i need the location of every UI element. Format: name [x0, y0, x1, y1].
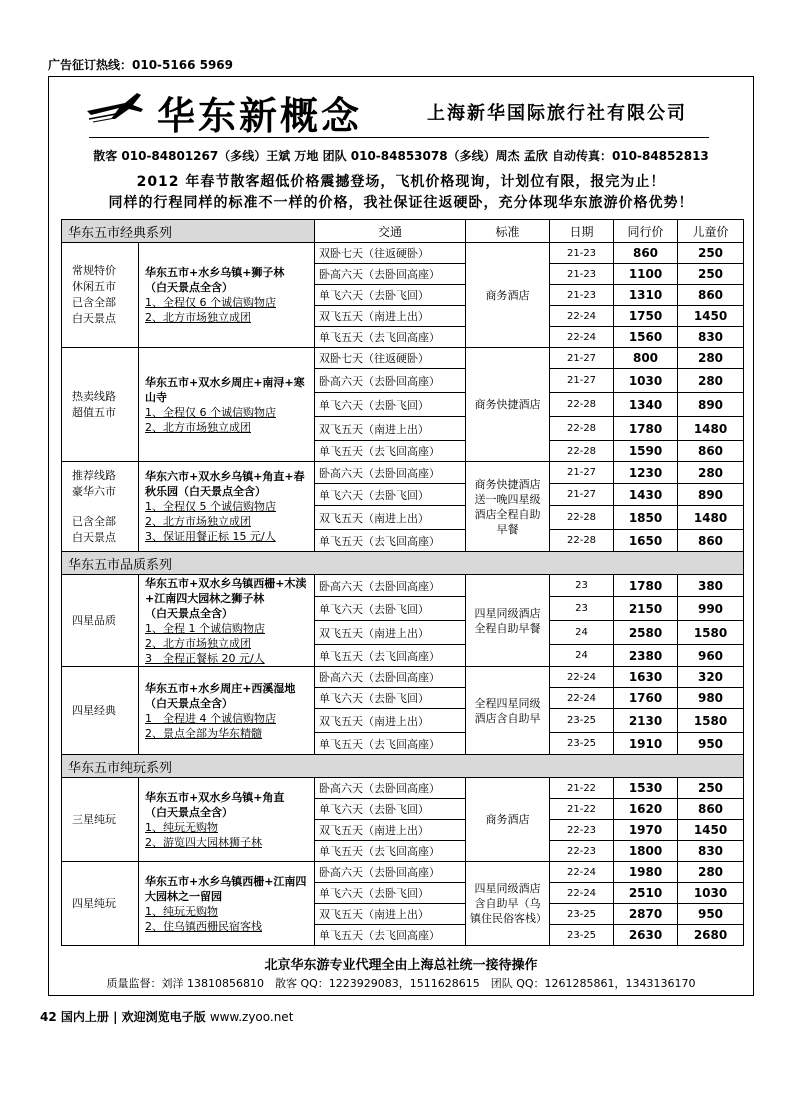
date-cell: 22-24: [550, 667, 614, 688]
category-cell: [62, 667, 139, 755]
transport-cell: 双飞五天（南进上出）: [315, 417, 466, 441]
airplane-logo-icon: [85, 89, 145, 125]
peer-price-cell: 1560: [614, 327, 678, 348]
date-cell: 22-24: [550, 688, 614, 709]
ad-frame: [48, 76, 754, 996]
transport-cell: 卧高六天（去卧回高座）: [315, 264, 466, 285]
brand-title: 华东新概念: [157, 93, 363, 138]
date-cell: 21-27: [550, 348, 614, 369]
date-cell: 21-23: [550, 243, 614, 264]
date-cell: 22-24: [550, 327, 614, 348]
transport-cell: 单飞五天（去飞回高座）: [315, 925, 466, 946]
transport-cell: 双卧七天（往返硬卧）: [315, 243, 466, 264]
category-line: 豪华六市: [72, 484, 116, 498]
standard-cell: 商务酒店: [466, 243, 550, 348]
transport-cell: 双飞五天（南进上出）: [315, 306, 466, 327]
route-title: 华东五市+水乡乌镇+狮子林: [145, 266, 285, 279]
child-price-cell: 1450: [678, 306, 744, 327]
peer-price-cell: 1780: [614, 417, 678, 441]
route-title: 华东六市+双水乡乌镇+角直+春秋乐园（白天景点全含）: [145, 470, 305, 498]
child-price-cell: 250: [678, 778, 744, 799]
child-price-cell: 1580: [678, 621, 744, 645]
child-price-cell: 830: [678, 841, 744, 862]
header: [49, 77, 753, 137]
child-price-cell: 890: [678, 393, 744, 417]
category-line: 休闲五市: [72, 280, 116, 293]
transport-cell: 卧高六天（去卧回高座）: [315, 862, 466, 883]
page-footer: 42 国内上册 | 欢迎浏览电子版 www.zyoo.net: [40, 1010, 294, 1024]
child-price-cell: 960: [678, 645, 744, 667]
route-subtitle: （白天景点全含）: [145, 281, 233, 294]
peer-price-cell: 1650: [614, 530, 678, 552]
child-price-cell: 950: [678, 904, 744, 925]
route-cell: [139, 348, 315, 462]
category-line: 四星纯玩: [72, 896, 116, 910]
child-price-cell: 860: [678, 530, 744, 552]
category-cell: [62, 243, 139, 348]
standard-cell: 四星同级酒店含自助早（乌镇住民俗客栈）: [466, 862, 550, 946]
peer-price-cell: 1970: [614, 820, 678, 841]
peer-price-cell: 1100: [614, 264, 678, 285]
route-cell: [139, 575, 315, 667]
date-cell: 22-28: [550, 393, 614, 417]
route-feature: 1、全程仅 6 个诚信购物店: [145, 296, 276, 309]
col-standard: 标准: [466, 220, 550, 243]
transport-cell: 单飞六天（去卧飞回）: [315, 597, 466, 621]
peer-price-cell: 2150: [614, 597, 678, 621]
date-cell: 21-22: [550, 778, 614, 799]
route-title: 华东五市+水乡乌镇西栅+江南四大园林之一留园: [145, 874, 307, 903]
col-peer-price: 同行价: [614, 220, 678, 243]
date-cell: 22-24: [550, 306, 614, 327]
child-price-cell: 250: [678, 243, 744, 264]
peer-price-cell: 2870: [614, 904, 678, 925]
date-cell: 22-24: [550, 883, 614, 904]
series-header-classic: 华东五市经典系列: [62, 220, 315, 243]
peer-price-cell: 1030: [614, 369, 678, 393]
route-feature: 3、保证用餐正标 15 元/人: [145, 530, 276, 543]
standard-cell: 全程四星同级酒店含自助早: [466, 667, 550, 755]
transport-cell: 双飞五天（南进上出）: [315, 820, 466, 841]
route-feature: 1、纯玩无购物: [145, 820, 218, 834]
transport-cell: 双卧七天（往返硬卧）: [315, 348, 466, 369]
route-cell: [139, 862, 315, 946]
company-name: 上海新华国际旅行社有限公司: [427, 103, 687, 124]
transport-cell: 卧高六天（去卧回高座）: [315, 462, 466, 484]
transport-cell: 单飞六天（去卧飞回）: [315, 285, 466, 306]
transport-cell: 单飞五天（去飞回高座）: [315, 733, 466, 755]
child-price-cell: 890: [678, 484, 744, 506]
child-price-cell: 860: [678, 285, 744, 306]
date-cell: 24: [550, 621, 614, 645]
route-feature: 2、游览四大园林狮子林: [145, 835, 262, 849]
category-line: 热卖线路: [72, 389, 116, 403]
route-feature: 2、北方市场独立成团: [145, 311, 251, 324]
route-cell: [139, 667, 315, 755]
peer-price-cell: 2630: [614, 925, 678, 946]
peer-price-cell: 2380: [614, 645, 678, 667]
transport-cell: 卧高六天（去卧回高座）: [315, 778, 466, 799]
date-cell: 22-23: [550, 841, 614, 862]
series-row: [62, 755, 744, 778]
category-cell: [62, 348, 139, 462]
route-title: 华东五市+双水乡乌镇西栅+木渎+江南四大园林之狮子林: [145, 576, 307, 605]
peer-price-cell: 1310: [614, 285, 678, 306]
peer-price-cell: 2580: [614, 621, 678, 645]
series-title: 华东五市品质系列: [62, 552, 744, 575]
standard-cell: 商务快捷酒店: [466, 348, 550, 462]
series-row: [62, 552, 744, 575]
standard-cell: 四星同级酒店全程自助早餐: [466, 575, 550, 667]
date-cell: 22-28: [550, 506, 614, 530]
transport-cell: 单飞五天（去飞回高座）: [315, 441, 466, 462]
col-child-price: 儿童价: [678, 220, 744, 243]
category-cell: [62, 462, 139, 552]
route-subtitle: （白天景点全含）: [145, 805, 233, 819]
peer-price-cell: 1980: [614, 862, 678, 883]
date-cell: 21-22: [550, 799, 614, 820]
col-transport: 交通: [315, 220, 466, 243]
peer-price-cell: 800: [614, 348, 678, 369]
category-cell: [62, 575, 139, 667]
route-subtitle: （白天景点全含）: [145, 696, 233, 710]
child-price-cell: 380: [678, 575, 744, 597]
child-price-cell: 280: [678, 862, 744, 883]
date-cell: 23-25: [550, 709, 614, 733]
series-title: 华东五市纯玩系列: [62, 755, 744, 778]
route-feature: 2、住乌镇西栅民宿客栈: [145, 919, 262, 933]
transport-cell: 单飞六天（去卧飞回）: [315, 883, 466, 904]
date-cell: 23-25: [550, 925, 614, 946]
category-line: [72, 500, 138, 514]
ad-hotline: 广告征订热线：010-5166 5969: [48, 58, 234, 72]
transport-cell: 双飞五天（南进上出）: [315, 904, 466, 925]
transport-cell: 单飞六天（去卧飞回）: [315, 484, 466, 506]
route-feature: 1、纯玩无购物: [145, 904, 218, 918]
category-line: 四星经典: [72, 703, 116, 717]
transport-cell: 卧高六天（去卧回高座）: [315, 667, 466, 688]
category-cell: [62, 862, 139, 946]
transport-cell: 单飞六天（去卧飞回）: [315, 799, 466, 820]
route-feature: 1、全程仅 5 个诚信购物店: [145, 500, 276, 513]
contact-line: 散客 010-84801267（多线）王斌 万地 团队 010-84853078（多线）周杰 孟欣 自动传真：010-84852813: [93, 149, 709, 163]
transport-cell: 双飞五天（南进上出）: [315, 621, 466, 645]
peer-price-cell: 2130: [614, 709, 678, 733]
tagline: 欢迎浏览电子版: [121, 1010, 206, 1024]
route-cell: [139, 462, 315, 552]
peer-price-cell: 1850: [614, 506, 678, 530]
route-feature: 1、全程 1 个诚信购物店: [145, 621, 265, 635]
route-feature: 2、北方市场独立成团: [145, 420, 251, 434]
child-price-cell: 250: [678, 264, 744, 285]
peer-price-cell: 860: [614, 243, 678, 264]
category-line: 白天景点: [72, 312, 116, 325]
transport-cell: 单飞五天（去飞回高座）: [315, 327, 466, 348]
date-cell: 22-28: [550, 530, 614, 552]
website-link[interactable]: www.zyoo.net: [209, 1010, 294, 1024]
standard-cell: 商务酒店: [466, 778, 550, 862]
category-line: 已含全部: [72, 296, 116, 309]
category-line: 推荐线路: [72, 468, 116, 482]
child-price-cell: 1450: [678, 820, 744, 841]
category-line: 超值五市: [72, 405, 116, 419]
route-feature: 1、全程仅 6 个诚信购物店: [145, 405, 276, 419]
transport-cell: 单飞六天（去卧飞回）: [315, 393, 466, 417]
table-row: [62, 243, 744, 264]
route-feature: 2、景点全部为华东精髓: [145, 726, 262, 740]
table-row: [62, 462, 744, 484]
route-title: 华东五市+水乡周庄+西溪湿地: [145, 681, 296, 695]
date-cell: 22-23: [550, 820, 614, 841]
route-subtitle: （白天景点全含）: [145, 606, 233, 620]
date-cell: 21-27: [550, 462, 614, 484]
date-cell: 22-28: [550, 441, 614, 462]
peer-price-cell: 1340: [614, 393, 678, 417]
child-price-cell: 1580: [678, 709, 744, 733]
date-cell: 23: [550, 597, 614, 621]
route-feature: 2、北方市场独立成团: [145, 636, 251, 650]
route-feature: 1 全程进 4 个诚信购物店: [145, 711, 276, 725]
table-body: [62, 243, 744, 946]
date-cell: 21-23: [550, 264, 614, 285]
peer-price-cell: 1780: [614, 575, 678, 597]
transport-cell: 卧高六天（去卧回高座）: [315, 369, 466, 393]
route-feature: 3 全程正餐标 20 元/人: [145, 651, 265, 665]
route-cell: [139, 243, 315, 348]
date-cell: 23-25: [550, 904, 614, 925]
peer-price-cell: 1800: [614, 841, 678, 862]
price-table-wrap: [61, 219, 743, 946]
child-price-cell: 860: [678, 441, 744, 462]
page-number: 42: [40, 1010, 57, 1024]
peer-price-cell: 1620: [614, 799, 678, 820]
child-price-cell: 320: [678, 667, 744, 688]
child-price-cell: 1480: [678, 506, 744, 530]
date-cell: 23: [550, 575, 614, 597]
route-title: 华东五市+双水乡乌镇+角直: [145, 790, 285, 804]
divider: [89, 137, 709, 138]
child-price-cell: 280: [678, 348, 744, 369]
transport-cell: 双飞五天（南进上出）: [315, 709, 466, 733]
price-table: [61, 219, 744, 946]
standard-cell: 商务快捷酒店送一晚四星级酒店全程自助早餐: [466, 462, 550, 552]
category-line: 三星纯玩: [72, 812, 116, 826]
table-row: [62, 667, 744, 688]
child-price-cell: 280: [678, 369, 744, 393]
peer-price-cell: 2510: [614, 883, 678, 904]
child-price-cell: 280: [678, 462, 744, 484]
category-line: 已含全部: [72, 514, 116, 528]
transport-cell: 单飞五天（去飞回高座）: [315, 645, 466, 667]
table-row: [62, 778, 744, 799]
child-price-cell: 860: [678, 799, 744, 820]
date-cell: 22-28: [550, 417, 614, 441]
category-line: 白天景点: [72, 530, 116, 544]
category-cell: [62, 778, 139, 862]
slogan-2: 同样的行程同样的标准不一样的价格，我社保证往返硬卧，充分体现华东旅游价格优势！: [108, 195, 694, 211]
child-price-cell: 950: [678, 733, 744, 755]
category-line: 四星品质: [72, 613, 116, 627]
date-cell: 24: [550, 645, 614, 667]
category-line: 常规特价: [72, 264, 116, 277]
peer-price-cell: 1530: [614, 778, 678, 799]
section-name: 国内上册: [60, 1010, 109, 1024]
transport-cell: 单飞五天（去飞回高座）: [315, 530, 466, 552]
child-price-cell: 980: [678, 688, 744, 709]
footer-contacts: 质量监督：刘洋 13810856810 散客 QQ：1223929083，1511628615 团队 QQ：1261285861，1343136170: [106, 977, 696, 990]
child-price-cell: 1480: [678, 417, 744, 441]
col-date: 日期: [550, 220, 614, 243]
date-cell: 21-27: [550, 369, 614, 393]
date-cell: 21-23: [550, 285, 614, 306]
child-price-cell: 2680: [678, 925, 744, 946]
route-cell: [139, 778, 315, 862]
peer-price-cell: 1630: [614, 667, 678, 688]
transport-cell: 双飞五天（南进上出）: [315, 506, 466, 530]
table-row: [62, 575, 744, 597]
date-cell: 23-25: [550, 733, 614, 755]
transport-cell: 单飞六天（去卧飞回）: [315, 688, 466, 709]
child-price-cell: 1030: [678, 883, 744, 904]
footer-agency: 北京华东游专业代理全由上海总社统一接待操作: [264, 958, 538, 973]
peer-price-cell: 1230: [614, 462, 678, 484]
date-cell: 22-24: [550, 862, 614, 883]
date-cell: 21-27: [550, 484, 614, 506]
table-row: [62, 862, 744, 883]
child-price-cell: 830: [678, 327, 744, 348]
child-price-cell: 990: [678, 597, 744, 621]
table-row: [62, 348, 744, 369]
route-feature: 2、北方市场独立成团: [145, 515, 251, 528]
slogan-1: 2012 年春节散客超低价格震撼登场，飞机价格现询，计划位有限，报完为止！: [136, 174, 666, 190]
transport-cell: 单飞五天（去飞回高座）: [315, 841, 466, 862]
route-title: 华东五市+双水乡周庄+南浔+寒山寺: [145, 375, 305, 404]
peer-price-cell: 1750: [614, 306, 678, 327]
peer-price-cell: 1760: [614, 688, 678, 709]
peer-price-cell: 1910: [614, 733, 678, 755]
peer-price-cell: 1590: [614, 441, 678, 462]
transport-cell: 卧高六天（去卧回高座）: [315, 575, 466, 597]
peer-price-cell: 1430: [614, 484, 678, 506]
